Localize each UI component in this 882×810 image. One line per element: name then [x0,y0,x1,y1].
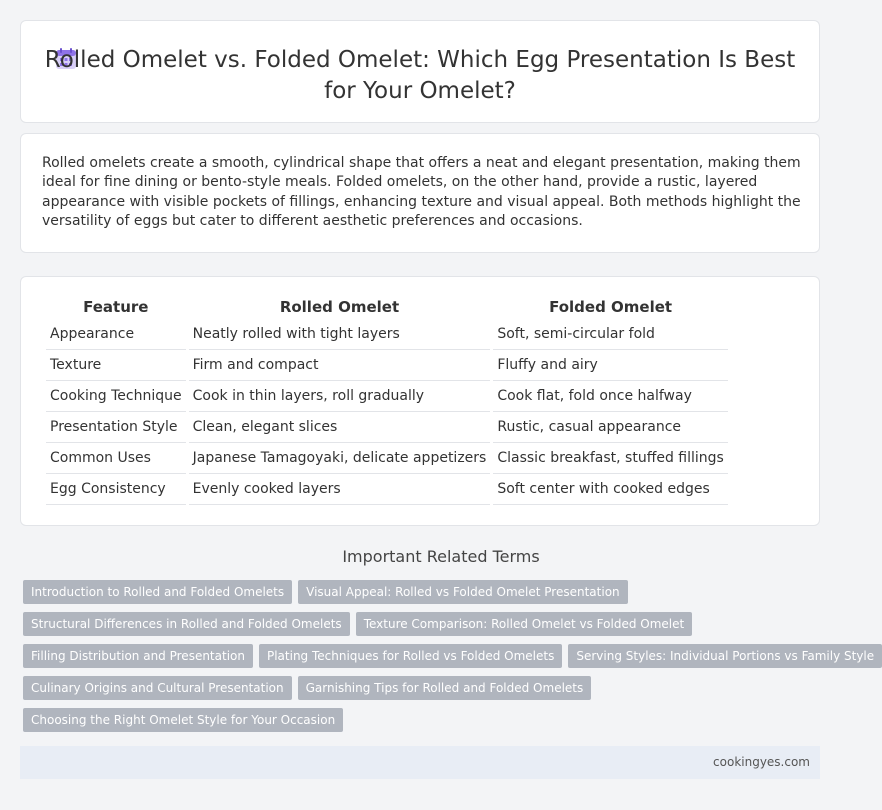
table-row [46,381,728,412]
table-cell: Presentation Style [46,412,186,443]
related-terms-list [23,580,875,740]
related-term-tag[interactable]: Introduction to Rolled and Folded Omelets [23,580,292,604]
table-cell: Japanese Tamagoyaki, delicate appetizers [189,443,491,474]
page-title [21,45,819,107]
table-cell: Texture [46,350,186,381]
related-term-tag[interactable]: Plating Techniques for Rolled vs Folded Omelets [259,644,562,668]
related-term-tag[interactable]: Garnishing Tips for Rolled and Folded Omelets [298,676,592,700]
table-cell: Soft center with cooked edges [493,474,728,505]
tag-row [23,580,803,604]
table-row [46,474,728,505]
table-row [46,412,728,443]
table-cell: Neatly rolled with tight layers [189,319,491,350]
table-cell: Egg Consistency [46,474,186,505]
footer-site-name[interactable]: cookingyes.com [713,755,810,769]
related-terms-title: Important Related Terms [342,547,540,566]
intro-paragraph: Rolled omelets create a smooth, cylindrical shape that offers a neat and elegant presentation, making them ideal for fine dining or bento-style meals. Folded omelets, on the other hand, provide a rustic, layered appearance with visible pockets of fillings, enhancing texture and visual appeal. Both methods highlight the versatility of eggs but cater to different aesthetic preferences and occasions. [42,155,801,230]
footer [20,746,820,779]
related-term-tag[interactable]: Visual Appeal: Rolled vs Folded Omelet Presentation [298,580,628,604]
table-cell: Fluffy and airy [493,350,728,381]
table-cell: Evenly cooked layers [189,474,491,505]
comparison-table [43,295,731,505]
tag-row [23,708,803,732]
related-term-tag[interactable]: Texture Comparison: Rolled Omelet vs Folded Omelet [356,612,693,636]
header-rolled: Rolled Omelet [279,298,400,316]
table-cell: Firm and compact [189,350,491,381]
table-cell: Common Uses [46,443,186,474]
table-row [46,350,728,381]
related-term-tag[interactable]: Choosing the Right Omelet Style for Your Occasion [23,708,343,732]
page-title-line1: Rolled Omelet vs. Folded Omelet: Which Egg Presentation Is Best [44,47,796,73]
related-term-tag[interactable]: Structural Differences in Rolled and Folded Omelets [23,612,350,636]
page-title-line2: for Your Omelet? [324,78,516,104]
table-cell: Clean, elegant slices [189,412,491,443]
tag-row [23,676,803,700]
header-folded: Folded Omelet [549,298,673,316]
header-feature: Feature [83,298,149,316]
tag-row [23,612,803,636]
table-row [46,443,728,474]
table-cell: Soft, semi-circular fold [493,319,728,350]
title-card [20,20,820,123]
table-cell: Cooking Technique [46,381,186,412]
table-header-row [46,295,728,319]
table-cell: Appearance [46,319,186,350]
related-term-tag[interactable]: Serving Styles: Individual Portions vs Family Style [568,644,882,668]
related-term-tag[interactable]: Culinary Origins and Cultural Presentation [23,676,292,700]
tag-row [23,644,875,668]
related-term-tag[interactable]: Filling Distribution and Presentation [23,644,253,668]
table-cell: Rustic, casual appearance [493,412,728,443]
table-cell: Cook in thin layers, roll gradually [189,381,491,412]
intro-card [20,133,820,253]
table-cell: Cook flat, fold once halfway [493,381,728,412]
table-card [20,276,820,526]
table-cell: Classic breakfast, stuffed fillings [493,443,728,474]
table-row [46,319,728,350]
